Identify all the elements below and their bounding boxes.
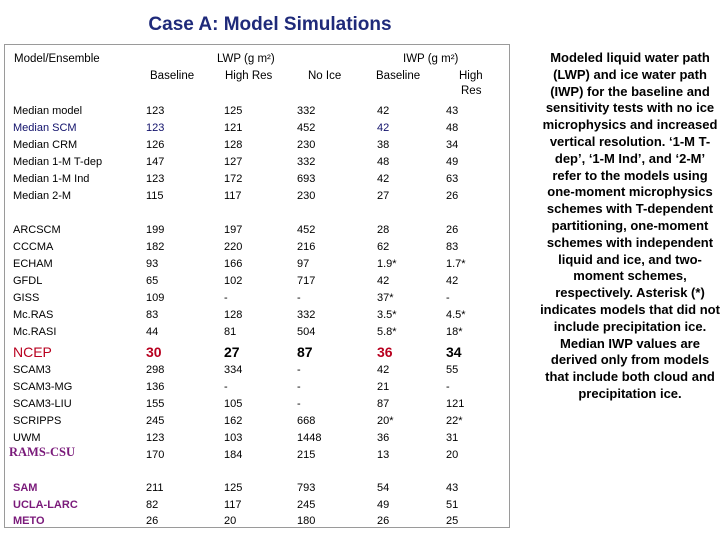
lwp-high-res-value: 128 (224, 139, 243, 151)
lwp-baseline-value: 170 (146, 449, 165, 461)
lwp-baseline-value: 126 (146, 139, 165, 151)
iwp-baseline-value: 28 (377, 224, 390, 236)
row-name: UWM (13, 432, 41, 444)
lwp-high-res-value: 125 (224, 482, 243, 494)
lwp-high-res-value: 105 (224, 398, 243, 410)
iwp-baseline-value: 1.9* (377, 258, 397, 270)
iwp-baseline-value: 54 (377, 482, 390, 494)
iwp-high-res-value: 22* (446, 415, 463, 427)
lwp-no-ice-value: 216 (297, 241, 316, 253)
lwp-high-res-value: 334 (224, 364, 243, 376)
header-iwp-high: High (459, 70, 483, 82)
lwp-no-ice-value: 793 (297, 482, 316, 494)
lwp-no-ice-value: - (297, 381, 301, 393)
iwp-high-res-value: 4.5* (446, 309, 466, 321)
lwp-high-res-value: 20 (224, 515, 237, 527)
row-name: Median 1-M Ind (13, 173, 90, 185)
row-name: Mc.RAS (13, 309, 54, 321)
iwp-high-res-value: 55 (446, 364, 459, 376)
caption-text: Modeled liquid water path (LWP) and ice water path (IWP) for the baseline and sensitivity tests with no ice microphysics and increased vertical resolution. ‘1-M T-dep’, ‘1-M Ind’, and ‘2-M’ refer to the models using one-moment microphysics schemes with T-dependent partitioning, one-moment schemes with independent liquid and ice, and two-moment schemes, respectively. Asterisk (*) indicates models that did not include precipitation ice. Median IWP values are derived only from models that include both cloud and precipitation ice. (540, 50, 720, 401)
lwp-high-res-value: 162 (224, 415, 243, 427)
iwp-baseline-value: 42 (377, 173, 390, 185)
row-name: Mc.RASI (13, 326, 57, 338)
header-lwp-baseline: Baseline (150, 70, 195, 82)
iwp-baseline-value: 48 (377, 156, 390, 168)
lwp-no-ice-value: 332 (297, 309, 316, 321)
iwp-high-res-value: 31 (446, 432, 459, 444)
iwp-baseline-value: 21 (377, 381, 390, 393)
lwp-baseline-value: 147 (146, 156, 165, 168)
lwp-no-ice-value: 230 (297, 190, 316, 202)
iwp-baseline-value: 3.5* (377, 309, 397, 321)
lwp-no-ice-value: - (297, 398, 301, 410)
iwp-baseline-value: 49 (377, 499, 390, 511)
lwp-high-res-value: 117 (224, 190, 242, 202)
lwp-high-res-value: - (224, 292, 228, 304)
header-iwp-baseline: Baseline (376, 70, 421, 82)
lwp-no-ice-value: 332 (297, 156, 316, 168)
lwp-baseline-value: 199 (146, 224, 165, 236)
iwp-high-res-value: - (446, 292, 450, 304)
lwp-baseline-value: 211 (146, 482, 164, 494)
simulation-table (4, 44, 510, 528)
iwp-baseline-value: 42 (377, 105, 390, 117)
iwp-high-res-value: 42 (446, 275, 459, 287)
row-name: SAM (13, 482, 38, 494)
iwp-baseline-value: 62 (377, 241, 390, 253)
iwp-high-res-value: 26 (446, 190, 459, 202)
lwp-no-ice-value: 245 (297, 499, 316, 511)
lwp-high-res-value: 172 (224, 173, 243, 185)
row-name: GISS (13, 292, 40, 304)
iwp-baseline-value: 38 (377, 139, 390, 151)
iwp-baseline-value: 13 (377, 449, 390, 461)
iwp-high-res-value: 18* (446, 326, 463, 338)
lwp-high-res-value: 102 (224, 275, 243, 287)
lwp-no-ice-value: 230 (297, 139, 316, 151)
iwp-high-res-value: 25 (446, 515, 459, 527)
lwp-no-ice-value: - (297, 364, 301, 376)
lwp-baseline-value: 245 (146, 415, 165, 427)
row-name: SCAM3 (13, 364, 51, 376)
iwp-high-res-value: 43 (446, 105, 459, 117)
header-iwp-res: Res (461, 85, 482, 97)
iwp-baseline-value: 42 (377, 364, 390, 376)
lwp-no-ice-value: - (297, 292, 301, 304)
iwp-baseline-value: 20* (377, 415, 394, 427)
lwp-baseline-value: 136 (146, 381, 165, 393)
lwp-baseline-value: 44 (146, 326, 159, 338)
row-name: UCLA-LARC (13, 499, 78, 511)
iwp-high-res-value: 20 (446, 449, 459, 461)
iwp-high-res-value: 43 (446, 482, 459, 494)
iwp-high-res-value: 83 (446, 241, 459, 253)
row-name: CCCMA (13, 241, 54, 253)
lwp-baseline-value: 93 (146, 258, 159, 270)
iwp-high-res-value: 48 (446, 122, 459, 134)
row-name: Median SCM (13, 122, 77, 134)
header-lwp-high-res: High Res (225, 70, 273, 82)
iwp-baseline-value: 87 (377, 398, 390, 410)
iwp-baseline-value: 26 (377, 515, 390, 527)
row-name: NCEP (13, 344, 52, 360)
lwp-baseline-value: 65 (146, 275, 159, 287)
row-name: Median 2-M (13, 190, 72, 202)
lwp-no-ice-value: 332 (297, 105, 316, 117)
lwp-baseline-value: 182 (146, 241, 165, 253)
lwp-baseline-value: 123 (146, 105, 165, 117)
iwp-high-res-value: 51 (446, 499, 459, 511)
row-name: ECHAM (13, 258, 53, 270)
iwp-high-res-value: 63 (446, 173, 459, 185)
iwp-high-res-value: 34 (446, 344, 462, 360)
lwp-baseline-value: 123 (146, 432, 165, 444)
lwp-no-ice-value: 452 (297, 224, 316, 236)
lwp-high-res-value: 103 (224, 432, 243, 444)
iwp-baseline-value: 5.8* (377, 326, 397, 338)
row-name: Median CRM (13, 139, 78, 151)
row-name: GFDL (13, 275, 43, 287)
iwp-high-res-value: 26 (446, 224, 459, 236)
row-name: Median 1-M T-dep (13, 156, 103, 168)
lwp-baseline-value: 123 (146, 173, 165, 185)
row-name: SCRIPPS (13, 415, 62, 427)
lwp-baseline-value: 82 (146, 499, 159, 511)
lwp-baseline-value: 123 (146, 122, 165, 134)
row-name: METO (13, 515, 45, 527)
row-name: Median model (13, 105, 83, 117)
row-name: ARCSCM (13, 224, 61, 236)
page-title: Case A: Model Simulations (148, 14, 392, 35)
iwp-high-res-value: 49 (446, 156, 459, 168)
lwp-no-ice-value: 452 (297, 122, 316, 134)
lwp-no-ice-value: 693 (297, 173, 316, 185)
row-name: SCAM3-LIU (13, 398, 72, 410)
lwp-high-res-value: 117 (224, 499, 242, 511)
lwp-high-res-value: 166 (224, 258, 243, 270)
row-name: RAMS-CSU (9, 445, 75, 459)
lwp-baseline-value: 30 (146, 344, 162, 360)
lwp-baseline-value: 155 (146, 398, 165, 410)
lwp-no-ice-value: 215 (297, 449, 316, 461)
lwp-no-ice-value: 1448 (297, 432, 322, 444)
iwp-baseline-value: 27 (377, 190, 390, 202)
lwp-baseline-value: 109 (146, 292, 165, 304)
iwp-baseline-value: 36 (377, 344, 393, 360)
header-iwp: IWP (g m²) (403, 53, 459, 65)
lwp-high-res-value: 81 (224, 326, 237, 338)
iwp-baseline-value: 37* (377, 292, 394, 304)
lwp-high-res-value: 220 (224, 241, 243, 253)
iwp-high-res-value: 1.7* (446, 258, 466, 270)
lwp-high-res-value: 125 (224, 105, 243, 117)
lwp-baseline-value: 83 (146, 309, 159, 321)
lwp-high-res-value: 184 (224, 449, 243, 461)
lwp-no-ice-value: 668 (297, 415, 316, 427)
header-no-ice: No Ice (308, 70, 342, 82)
iwp-baseline-value: 36 (377, 432, 390, 444)
lwp-high-res-value: 128 (224, 309, 243, 321)
iwp-high-res-value: - (446, 381, 450, 393)
lwp-no-ice-value: 717 (297, 275, 316, 287)
lwp-high-res-value: 121 (224, 122, 243, 134)
row-name: SCAM3-MG (13, 381, 73, 393)
lwp-baseline-value: 115 (146, 190, 164, 202)
iwp-high-res-value: 34 (446, 139, 459, 151)
header-model-ensemble: Model/Ensemble (14, 53, 100, 65)
iwp-high-res-value: 121 (446, 398, 465, 410)
lwp-baseline-value: 26 (146, 515, 159, 527)
lwp-high-res-value: 127 (224, 156, 243, 168)
lwp-no-ice-value: 180 (297, 515, 316, 527)
lwp-no-ice-value: 87 (297, 344, 313, 360)
lwp-baseline-value: 298 (146, 364, 165, 376)
lwp-high-res-value: - (224, 381, 228, 393)
lwp-no-ice-value: 97 (297, 258, 310, 270)
header-lwp: LWP (g m²) (217, 53, 275, 65)
iwp-baseline-value: 42 (377, 122, 390, 134)
iwp-baseline-value: 42 (377, 275, 390, 287)
lwp-high-res-value: 197 (224, 224, 243, 236)
lwp-no-ice-value: 504 (297, 326, 316, 338)
lwp-high-res-value: 27 (224, 344, 240, 360)
